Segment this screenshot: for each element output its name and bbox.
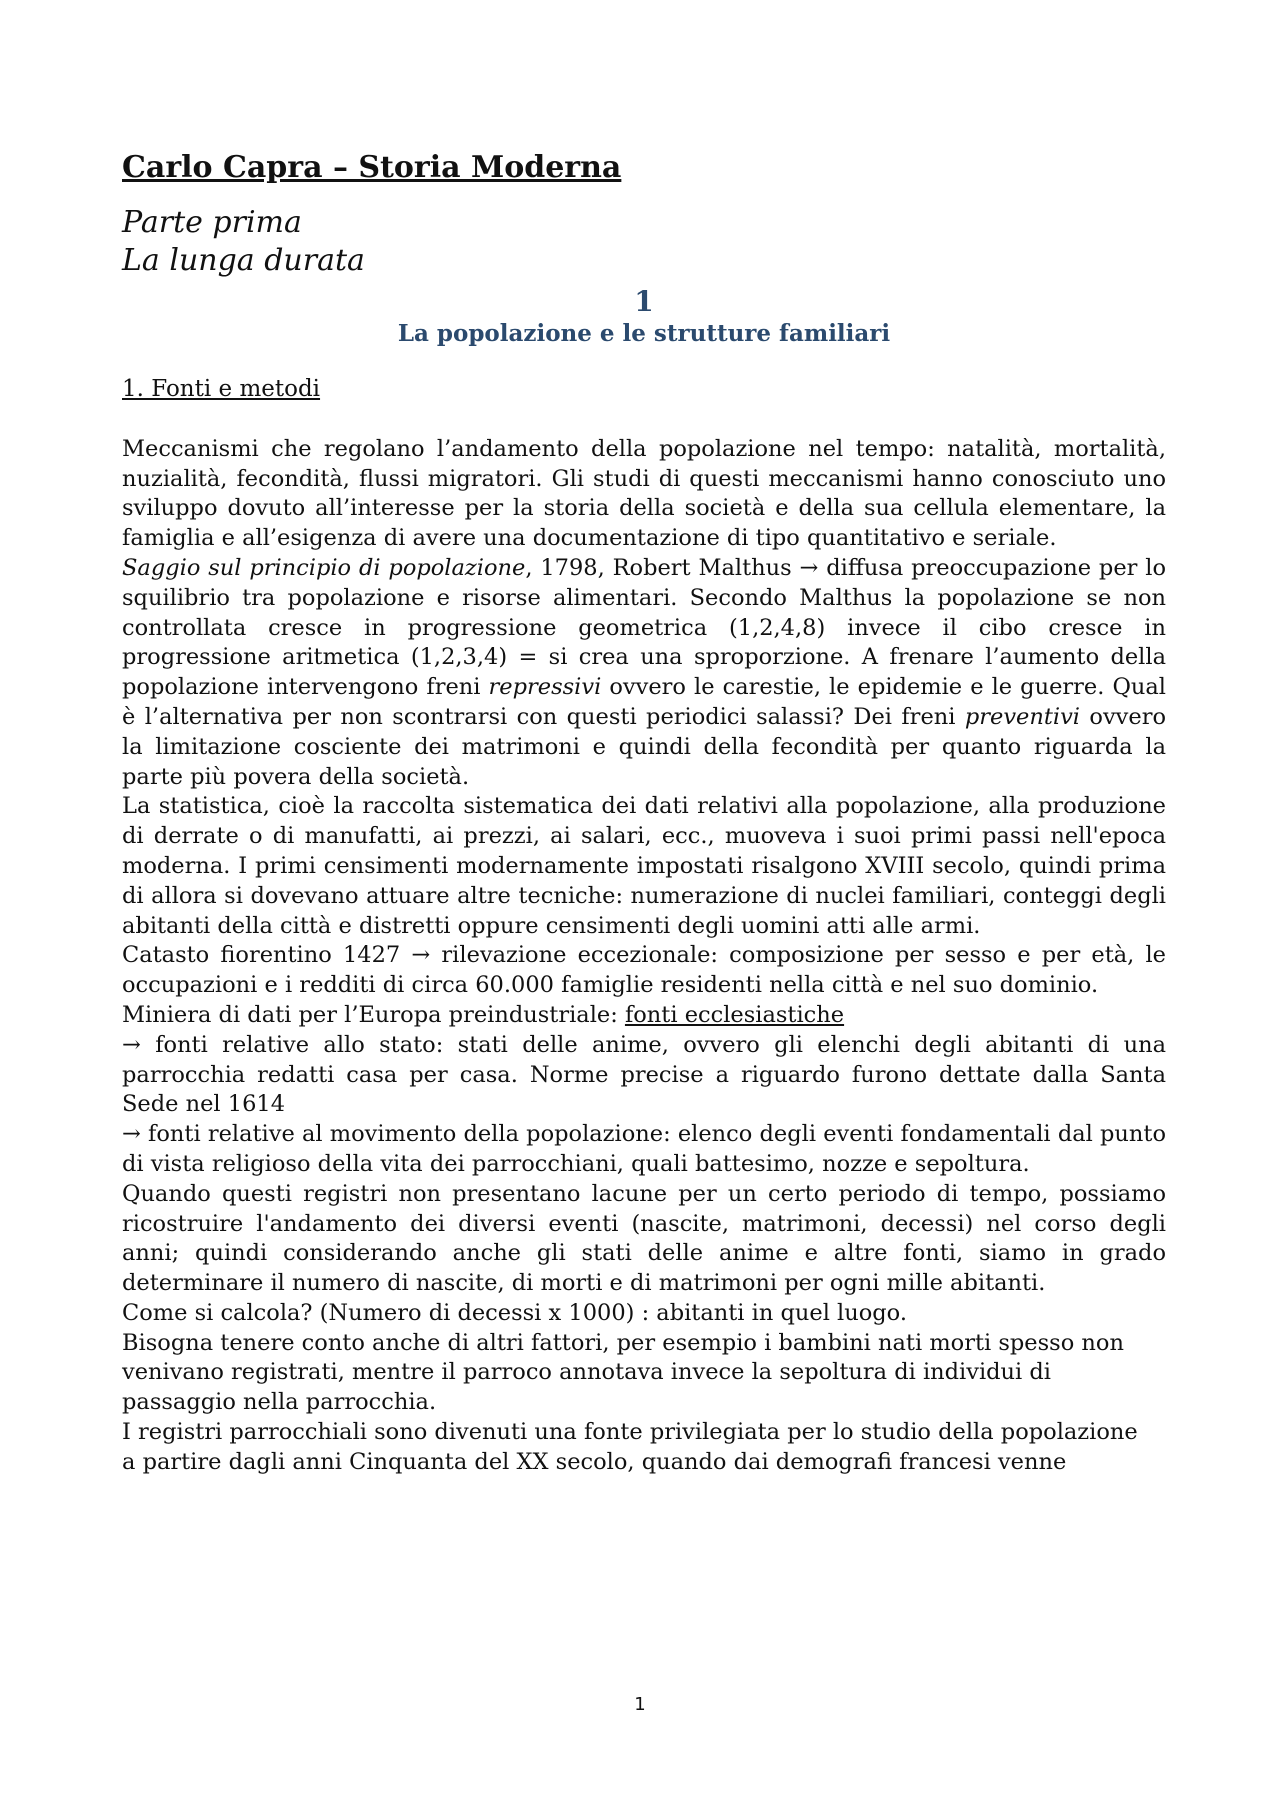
chapter-number: 1	[634, 285, 654, 318]
page-content	[122, 150, 1166, 1478]
paragraph: Meccanismi che regolano l’andamento della popolazione nel tempo: natalità, mortalità, nuzialità, fecondità, flussi migratori. Gli studi di questi meccanismi hanno conosciuto uno sviluppo dovuto all’interesse per la storia della società e della sua cellula elementare, la famiglia e all’esigenza di avere una documentazione di tipo quantitativo e seriale.	[122, 435, 1166, 552]
paragraph: Quando questi registri non presentano lacune per un certo periodo di tempo, possiamo ricostruire l'andamento dei diversi eventi (nascite, matrimoni, decessi) nel corso degli anni; quindi considerando anche gli stati delle anime e altre fonti, siamo in grado determinare il numero di nascite, di morti e di matrimoni per ogni mille abitanti.	[122, 1180, 1166, 1297]
page-number: 1	[634, 1694, 646, 1715]
section-title: 1. Fonti e metodi	[122, 375, 321, 402]
part-title: La lunga durata	[122, 243, 365, 278]
text-run: Miniera di dati per l’Europa preindustriale:	[122, 1001, 625, 1028]
paragraph: Catasto fiorentino 1427 → rilevazione eccezionale: composizione per sesso e per età, le occupazioni e i redditi di circa 60.000 famiglie residenti nella città e nel suo dominio.	[122, 942, 1166, 999]
paragraph	[122, 554, 1166, 792]
paragraph: Come si calcola? (Numero di decessi x 1000) : abitanti in quel luogo.	[122, 1299, 907, 1326]
paragraph: La statistica, cioè la raccolta sistematica dei dati relativi alla popolazione, alla produzione di derrate o di manufatti, ai prezzi, ai salari, ecc., muoveva i suoi primi passi nell'epoca moderna. I primi censimenti modernamente impostati risalgono XVIII secolo, quindi prima di allora si dovevano attuare altre tecniche: numerazione di nuclei familiari, conteggi degli abitanti della città e distretti oppure censimenti degli uomini atti alle armi.	[122, 793, 1166, 939]
body-text	[122, 435, 1166, 1478]
paragraph: → fonti relative allo stato: stati delle anime, ovvero gli elenchi degli abitanti di una parrocchia redatti casa per casa. Norme precise a riguardo furono dettate dalla Santa Sede nel 1614	[122, 1031, 1166, 1118]
paragraph: a partire dagli anni Cinquanta del XX secolo, quando dai demografi francesi venne	[122, 1448, 1067, 1475]
emphasis-repressivi: repressivi	[488, 674, 602, 701]
underlined-term: fonti ecclesiastiche	[624, 1001, 845, 1028]
paragraph: I registri parrocchiali sono divenuti una fonte privilegiata per lo studio della popolazione	[122, 1419, 1138, 1446]
paragraph	[122, 1001, 1166, 1031]
part-label: Parte prima	[122, 205, 302, 240]
paragraph: → fonti relative al movimento della popolazione: elenco degli eventi fondamentali dal punto di vista religioso della vita dei parrocchiani, quali battesimo, nozze e sepoltura.	[122, 1121, 1166, 1177]
emphasis-preventivi: preventivi	[964, 703, 1080, 730]
text-run: , 1798, Robert Malthus → diffusa preoccupazione per lo squilibrio tra popolazione e risorse alimentari. Secondo Malthus la popolazione se non controllata cresce in progressione geometrica (1,2,4,8) invece il cibo cresce in progressione aritmetica (1,2,3,4) = si crea una sproporzione. A frenare l’aumento della popolazione intervengono freni	[122, 554, 1166, 701]
text-run: ovvero la limitazione cosciente dei matrimoni e quindi della fecondità per quanto riguarda la parte più povera della società.	[122, 703, 1166, 790]
paragraph: venivano registrati, mentre il parroco annotava invece la sepoltura di individui di passaggio nella parrocchia.	[122, 1359, 1051, 1416]
paragraph: Bisogna tenere conto anche di altri fattori, per esempio i bambini nati morti spesso non	[122, 1329, 1124, 1356]
text-run: ovvero le carestie, le epidemie e le guerre. Qual è l’alternativa per non scontrarsi con questi periodici salassi? Dei freni	[122, 674, 1166, 730]
book-reference: Saggio sul principio di popolazione	[122, 554, 526, 581]
book-title: Carlo Capra – Storia Moderna	[122, 150, 622, 185]
chapter-title: La popolazione e le strutture familiari	[397, 320, 891, 347]
